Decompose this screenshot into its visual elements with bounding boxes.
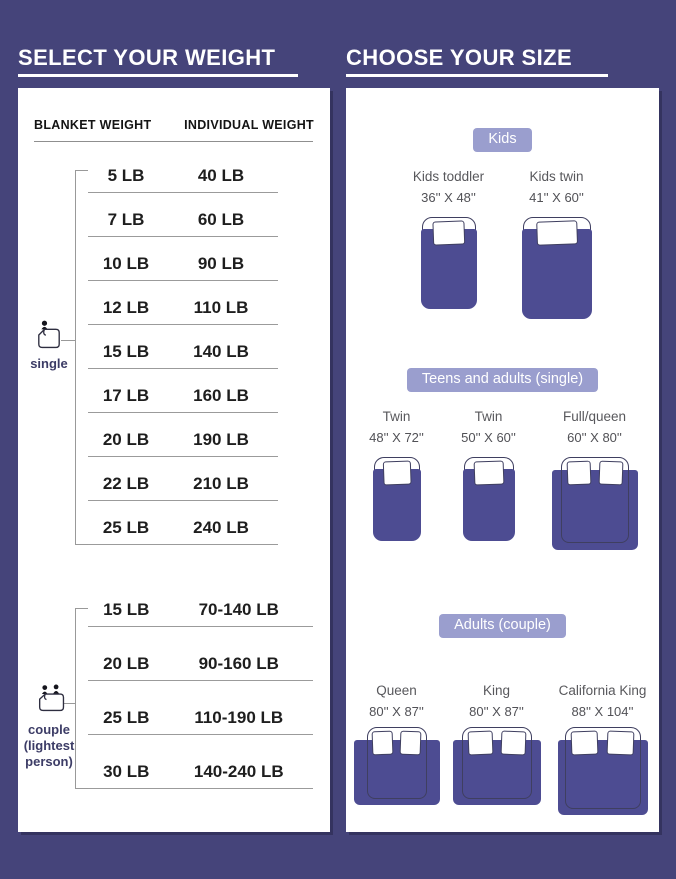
adults-couple-badge: Adults (couple) bbox=[439, 614, 566, 638]
table-header bbox=[34, 118, 314, 132]
pillow bbox=[382, 461, 410, 486]
title-underline bbox=[18, 74, 298, 77]
page-title-select-weight: SELECT YOUR WEIGHT bbox=[18, 45, 276, 70]
table-row bbox=[88, 681, 313, 735]
individual-weight-value: 140-240 LB bbox=[193, 762, 284, 781]
bed-name: Full/queen bbox=[562, 409, 627, 424]
single-person-icon bbox=[34, 318, 64, 352]
bed-option-california-king bbox=[551, 680, 655, 809]
blanket-weight-value: 25 LB bbox=[103, 708, 150, 727]
bed-name: King bbox=[482, 683, 511, 698]
bracket-tick bbox=[76, 544, 88, 545]
pillow bbox=[467, 731, 492, 756]
pillow bbox=[371, 731, 393, 756]
bed-option-queen bbox=[351, 680, 443, 799]
table-row bbox=[88, 237, 278, 281]
bed-illustration-kids-twin bbox=[523, 217, 591, 315]
bed-size: 88'' X 104'' bbox=[571, 704, 634, 719]
pillow bbox=[607, 731, 634, 756]
bed-option-kids-twin bbox=[509, 166, 605, 315]
individual-weight-value: 110 LB bbox=[193, 298, 249, 317]
bed-illustration-twin-48x72 bbox=[374, 457, 420, 537]
pillow bbox=[500, 731, 525, 756]
table-row bbox=[88, 573, 313, 627]
table-row bbox=[88, 413, 278, 457]
bed-size: 60'' X 80'' bbox=[567, 430, 622, 445]
section-adults-couple bbox=[346, 614, 659, 809]
table-row bbox=[88, 627, 313, 681]
teens-adults-single-badge: Teens and adults (single) bbox=[407, 368, 598, 392]
pillow bbox=[400, 731, 422, 756]
individual-weight-value: 110-190 LB bbox=[194, 708, 284, 727]
couple-label-line: person) bbox=[25, 754, 73, 769]
individual-weight-value: 60 LB bbox=[197, 210, 245, 229]
kids-badge: Kids bbox=[473, 128, 531, 152]
bed-size: 80'' X 87'' bbox=[369, 704, 424, 719]
pillow bbox=[566, 461, 591, 486]
pillow bbox=[598, 461, 623, 486]
bed-name: California King bbox=[558, 683, 647, 698]
bed-size: 36'' X 48'' bbox=[421, 190, 476, 205]
single-weight-rows bbox=[88, 149, 278, 545]
couple-weight-rows bbox=[88, 573, 313, 789]
bracket-tick bbox=[76, 170, 88, 171]
table-row bbox=[88, 457, 278, 501]
blanket-weight-value: 15 LB bbox=[103, 600, 150, 619]
bed-illustration-california-king bbox=[565, 727, 641, 809]
bed-size: 50'' X 60'' bbox=[461, 430, 516, 445]
individual-weight-value: 210 LB bbox=[193, 474, 249, 493]
bed-illustration-kids-toddler bbox=[422, 217, 476, 305]
couple-group-label bbox=[18, 722, 80, 770]
column-header-blanket-weight: BLANKET WEIGHT bbox=[34, 118, 152, 132]
bracket-tick bbox=[76, 608, 88, 609]
title-underline bbox=[346, 74, 608, 77]
individual-weight-value: 160 LB bbox=[193, 386, 249, 405]
bed-option-twin-50x60 bbox=[447, 406, 531, 537]
couple-label-line: (lightest bbox=[23, 738, 75, 753]
individual-weight-value: 140 LB bbox=[193, 342, 249, 361]
bed-size: 48'' X 72'' bbox=[369, 430, 424, 445]
adults-beds-row bbox=[346, 680, 659, 809]
table-row bbox=[88, 735, 313, 789]
section-kids bbox=[346, 128, 659, 315]
blanket-weight-value: 30 LB bbox=[103, 762, 150, 781]
header-divider bbox=[34, 141, 313, 142]
bed-option-king bbox=[449, 680, 545, 799]
bed-option-full-queen bbox=[539, 406, 651, 543]
blanket-weight-value: 12 LB bbox=[102, 298, 150, 317]
bed-option-kids-toddler bbox=[401, 166, 497, 305]
bed-illustration-queen bbox=[367, 727, 427, 799]
table-row bbox=[88, 281, 278, 325]
individual-weight-value: 90-160 LB bbox=[198, 654, 279, 673]
pillow bbox=[536, 220, 578, 245]
pillow bbox=[473, 460, 504, 485]
individual-weight-value: 40 LB bbox=[197, 166, 245, 185]
blanket-weight-value: 25 LB bbox=[102, 518, 150, 537]
bed-size: 80'' X 87'' bbox=[469, 704, 524, 719]
teens-beds-row bbox=[346, 406, 659, 543]
bed-name: Queen bbox=[376, 683, 417, 698]
blanket-weight-value: 5 LB bbox=[107, 166, 145, 185]
blanket-weight-value: 22 LB bbox=[102, 474, 150, 493]
blanket-weight-value: 20 LB bbox=[103, 654, 150, 673]
table-row bbox=[88, 501, 278, 545]
bed-size: 41'' X 60'' bbox=[529, 190, 584, 205]
bed-name: Kids toddler bbox=[412, 169, 485, 184]
individual-weight-value: 240 LB bbox=[193, 518, 249, 537]
size-chart-card bbox=[346, 88, 659, 832]
individual-weight-value: 70-140 LB bbox=[198, 600, 279, 619]
bed-name: Kids twin bbox=[529, 169, 584, 184]
individual-weight-value: 190 LB bbox=[193, 430, 249, 449]
bracket-tick bbox=[76, 788, 88, 789]
section-teens-adults-single bbox=[346, 368, 659, 543]
pillow bbox=[432, 220, 465, 245]
page-title-choose-size: CHOOSE YOUR SIZE bbox=[346, 45, 573, 70]
table-row bbox=[88, 193, 278, 237]
bed-option-twin-48x72 bbox=[355, 406, 439, 537]
table-row bbox=[88, 369, 278, 413]
blanket-weight-value: 20 LB bbox=[102, 430, 150, 449]
bed-illustration-full-queen bbox=[561, 457, 629, 543]
kids-beds-row bbox=[346, 166, 659, 315]
table-row bbox=[88, 149, 278, 193]
couple-icon bbox=[34, 682, 68, 714]
table-row bbox=[88, 325, 278, 369]
individual-weight-value: 90 LB bbox=[197, 254, 245, 273]
bed-name: Twin bbox=[474, 409, 503, 424]
blanket-weight-value: 15 LB bbox=[102, 342, 150, 361]
blanket-weight-value: 7 LB bbox=[107, 210, 145, 229]
single-group-label: single bbox=[30, 356, 68, 371]
weight-chart-card bbox=[18, 88, 330, 832]
column-header-individual-weight: INDIVIDUAL WEIGHT bbox=[184, 118, 314, 132]
bed-name: Twin bbox=[382, 409, 411, 424]
blanket-weight-value: 17 LB bbox=[102, 386, 150, 405]
couple-label-line: couple bbox=[28, 722, 70, 737]
blanket-weight-value: 10 LB bbox=[102, 254, 150, 273]
pillow bbox=[571, 731, 598, 756]
bed-illustration-king bbox=[462, 727, 532, 799]
bed-illustration-twin-50x60 bbox=[464, 457, 514, 537]
